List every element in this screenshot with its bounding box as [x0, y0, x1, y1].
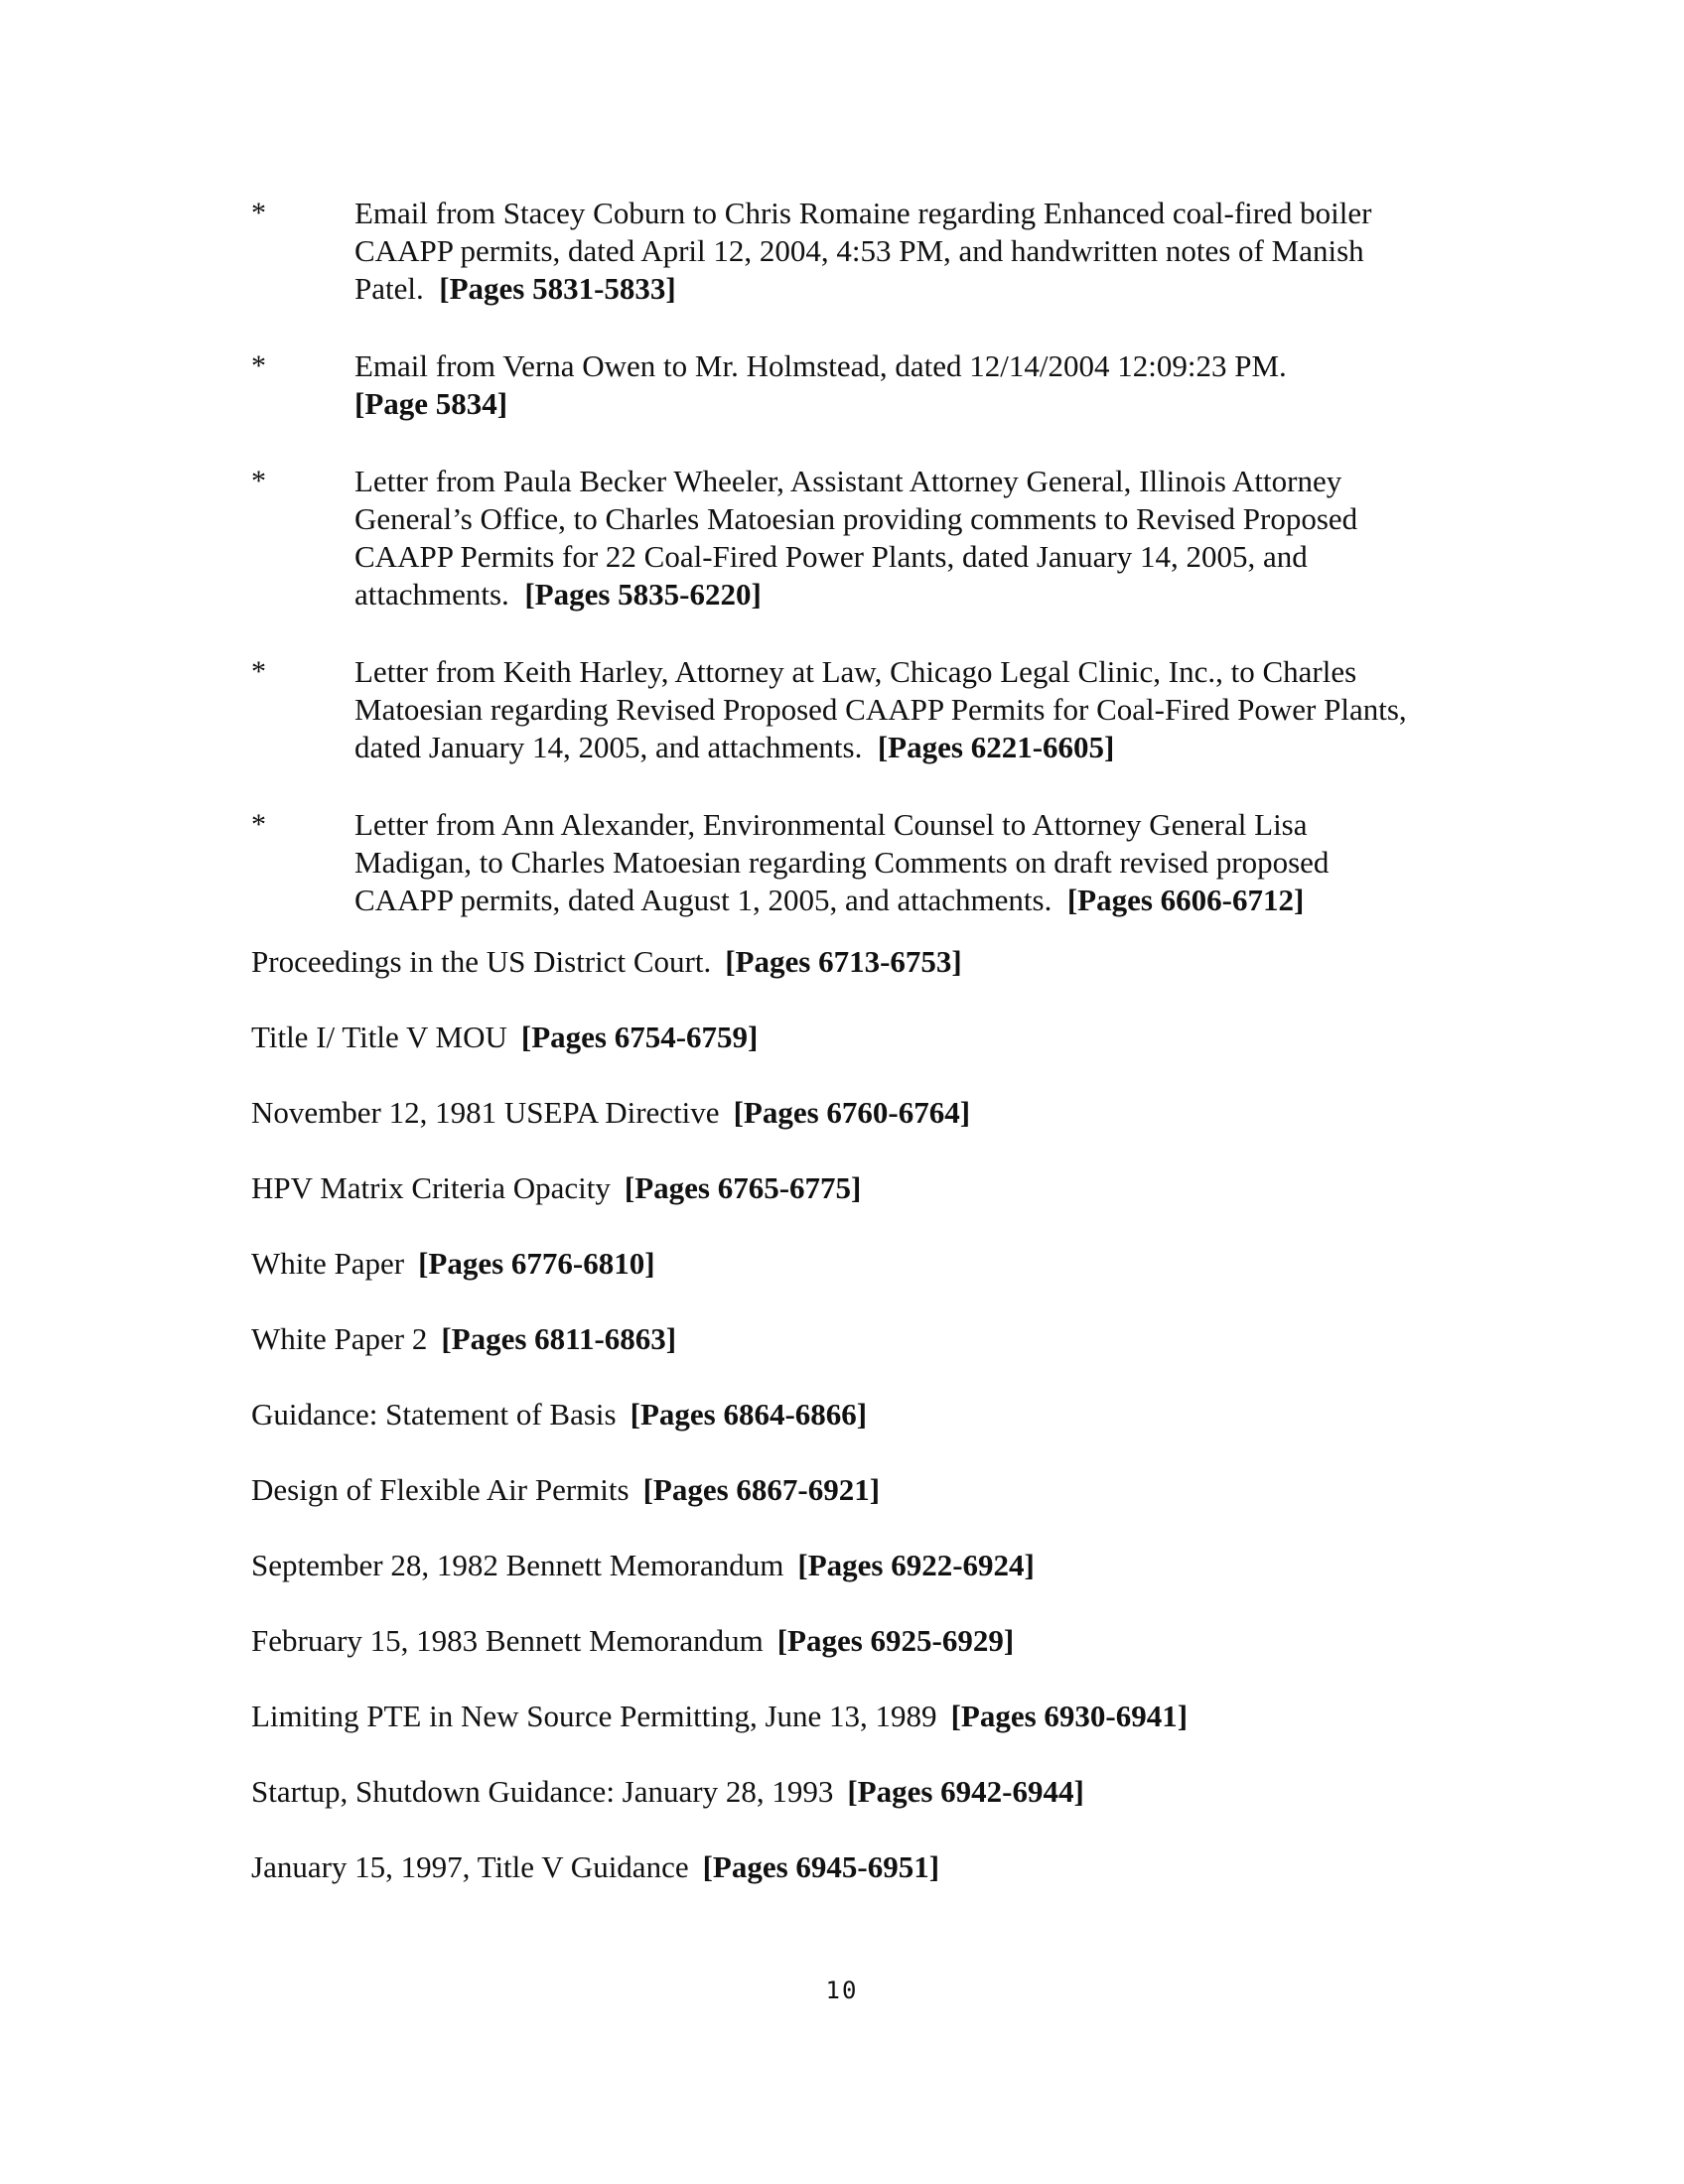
- entry-title: Limiting PTE in New Source Permitting, June 13, 1989: [251, 1699, 937, 1733]
- entry-title: Proceedings in the US District Court.: [251, 944, 712, 979]
- page-reference: [Pages 6811-6863]: [441, 1321, 677, 1356]
- page-reference: [Pages 6925-6929]: [776, 1623, 1015, 1658]
- bullet-marker: *: [251, 197, 266, 229]
- bullet-item: [251, 195, 1443, 308]
- list-item: [251, 1471, 1443, 1509]
- entry-title: January 15, 1997, Title V Guidance: [251, 1849, 689, 1884]
- page-reference: [Pages 6760-6764]: [733, 1095, 971, 1130]
- list-item: [251, 1320, 1443, 1358]
- page-reference: [Pages 6942-6944]: [847, 1774, 1084, 1809]
- entry-title: Guidance: Statement of Basis: [251, 1397, 617, 1432]
- page-reference: [Pages 6713-6753]: [725, 944, 962, 979]
- page-reference: [Pages 6765-6775]: [624, 1170, 862, 1205]
- bullet-marker: *: [251, 465, 266, 497]
- list-item: [251, 1094, 1443, 1132]
- entry-title: Startup, Shutdown Guidance: January 28, 1993: [251, 1774, 834, 1809]
- page-reference: [Pages 6221-6605]: [877, 730, 1115, 764]
- entry-title: White Paper 2: [251, 1321, 428, 1356]
- entry-title: Title I/ Title V MOU: [251, 1020, 507, 1054]
- page-reference: [Pages 6776-6810]: [418, 1246, 655, 1281]
- list-item: [251, 1396, 1443, 1433]
- bullet-text: [354, 653, 1427, 766]
- bullet-marker: *: [251, 349, 266, 382]
- bullet-description: Letter from Keith Harley, Attorney at Law, Chicago Legal Clinic, Inc., to Charles Matoesian regarding Revised Proposed CAAPP Permits for Coal-Fired Power Plants, dated January 14, 2005, and attachments.: [354, 654, 1407, 764]
- page-reference: [Pages 5831-5833]: [439, 271, 676, 306]
- page-reference: [Pages 6864-6866]: [630, 1397, 868, 1432]
- page-reference: [Pages 5835-6220]: [524, 577, 762, 612]
- bullet-item: [251, 347, 1443, 423]
- bullet-text: [354, 347, 1427, 423]
- entry-title: November 12, 1981 USEPA Directive: [251, 1095, 720, 1130]
- page-reference: [Pages 6922-6924]: [797, 1548, 1035, 1582]
- bullet-text: [354, 463, 1427, 614]
- document-list: [251, 943, 1443, 1924]
- bullet-item: [251, 463, 1443, 614]
- bullet-description: Email from Stacey Coburn to Chris Romaine regarding Enhanced coal-fired boiler CAAPP permits, dated April 12, 2004, 4:53 PM, and handwritten notes of Manish Patel.: [354, 196, 1372, 306]
- page-reference: [Pages 6945-6951]: [702, 1849, 940, 1884]
- bullet-list: [251, 195, 1443, 959]
- page-reference: [Pages 6606-6712]: [1066, 883, 1305, 917]
- entry-title: September 28, 1982 Bennett Memorandum: [251, 1548, 784, 1582]
- bullet-text: [354, 806, 1427, 919]
- list-item: [251, 1547, 1443, 1584]
- entry-title: Design of Flexible Air Permits: [251, 1472, 630, 1507]
- list-item: [251, 1698, 1443, 1735]
- list-item: [251, 1848, 1443, 1886]
- list-item: [251, 1245, 1443, 1283]
- page-reference: [Pages 6930-6941]: [950, 1699, 1189, 1733]
- list-item: [251, 943, 1443, 981]
- bullet-description: Email from Verna Owen to Mr. Holmstead, dated 12/14/2004 12:09:23 PM.: [354, 348, 1287, 383]
- bullet-description: Letter from Ann Alexander, Environmental Counsel to Attorney General Lisa Madigan, to Charles Matoesian regarding Comments on draft revised proposed CAAPP permits, dated August 1, 2005, and attachments.: [354, 807, 1330, 917]
- bullet-item: [251, 653, 1443, 766]
- bullet-text: [354, 195, 1427, 308]
- page-reference: [Page 5834]: [354, 386, 508, 421]
- list-item: [251, 1773, 1443, 1811]
- page-reference: [Pages 6867-6921]: [642, 1472, 881, 1507]
- entry-title: February 15, 1983 Bennett Memorandum: [251, 1623, 764, 1658]
- page-reference: [Pages 6754-6759]: [520, 1020, 759, 1054]
- list-item: [251, 1019, 1443, 1056]
- bullet-marker: *: [251, 655, 266, 688]
- list-item: [251, 1169, 1443, 1207]
- entry-title: HPV Matrix Criteria Opacity: [251, 1170, 611, 1205]
- entry-title: White Paper: [251, 1246, 405, 1281]
- bullet-marker: *: [251, 808, 266, 841]
- bullet-description: Letter from Paula Becker Wheeler, Assistant Attorney General, Illinois Attorney General’s Office, to Charles Matoesian providing comments to Revised Proposed CAAPP Permits for 22 Coal-Fired Power Plants, dated January 14, 2005, and attachments.: [354, 464, 1358, 612]
- page-number: 10: [825, 1977, 859, 2004]
- bullet-item: [251, 806, 1443, 919]
- list-item: [251, 1622, 1443, 1660]
